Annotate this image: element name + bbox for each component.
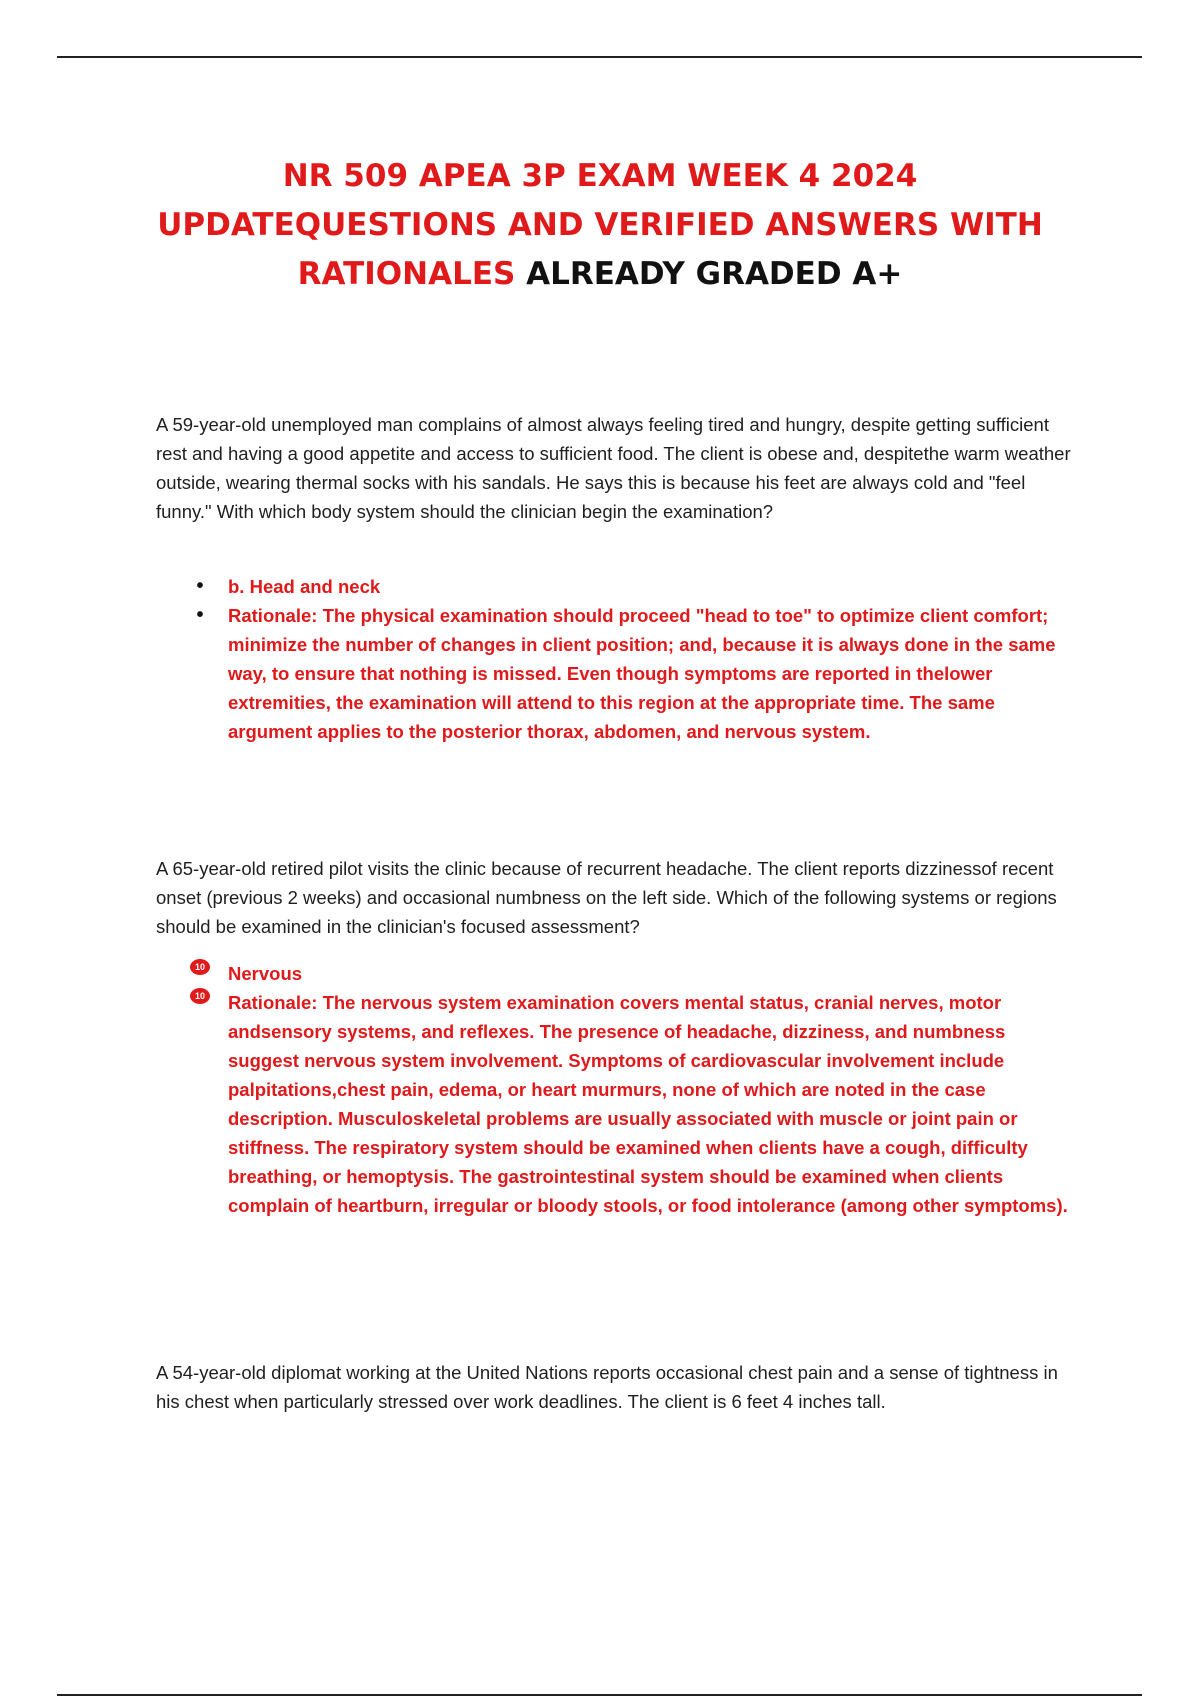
- bullet-dot-icon: •: [196, 604, 204, 626]
- rationale-text: Rationale: The nervous system examination covers mental status, cranial nerves, motor andsensory systems, and reflexes. The presence of headache, dizziness, and numbness suggest nervous system involvement. Symptoms of cardiovascular involvement include palpitations,chest pain, edema, or heart murmurs, none of which are noted in the case description. Musculoskeletal problems are usually associated with muscle or joint pain or stiffness. The respiratory system should be examined when clients have a cough, difficulty breathing, or hemoptysis. The gastrointestinal system should be examined when clients complain of heartburn, irregular or bloody stools, or food intolerance (among other symptoms).: [228, 992, 1068, 1216]
- question-2-text: A 65-year-old retired pilot visits the clinic because of recurrent headache. The client reports dizzinessof recent onset (previous 2 weeks) and occasional numbness on the left side. Which of the following systems or regions should be examined in the clinician's focused assessment?: [156, 858, 1057, 937]
- question-2-answer: [190, 959, 1070, 988]
- answer-text: b. Head and neck: [228, 576, 381, 597]
- title-red-part: NR 509 APEA 3P EXAM WEEK 4 2024 UPDATEQUESTIONS AND VERIFIED ANSWERS WITH RATIONALES: [157, 158, 1043, 292]
- question-3-text: A 54-year-old diplomat working at the United Nations reports occasional chest pain and a sense of tightness in his chest when particularly stressed over work deadlines. The client is 6 feet 4 inches tall.: [156, 1362, 1058, 1412]
- question-1-answer: [190, 572, 1070, 601]
- question-2-answers: [190, 959, 1070, 1220]
- document-title: [150, 152, 1050, 299]
- answer-text: Nervous: [228, 963, 303, 984]
- question-2-rationale: [190, 988, 1070, 1220]
- question-1-text: A 59-year-old unemployed man complains of almost always feeling tired and hungry, despite getting sufficient rest and having a good appetite and access to sufficient food. The client is obese and, despitethe warm weather outside, wearing thermal socks with his sandals. He says this is because his feet are always cold and "feel funny." With which body system should the clinician begin the examination?: [156, 414, 1071, 522]
- numbered-bullet-icon: 10: [190, 959, 210, 975]
- question-1-answers: [190, 572, 1070, 746]
- numbered-bullet-icon: 10: [190, 988, 210, 1004]
- bottom-rule: [57, 1694, 1142, 1696]
- top-rule: [57, 56, 1142, 58]
- rationale-text: Rationale: The physical examination should proceed "head to toe" to optimize client comfort; minimize the number of changes in client position; and, because it is always done in the same way, to ensure that nothing is missed. Even though symptoms are reported in thelower extremities, the examination will attend to this region at the appropriate time. The same argument applies to the posterior thorax, abdomen, and nervous system.: [228, 605, 1056, 742]
- bullet-dot-icon: •: [196, 575, 204, 597]
- question-1-rationale: [190, 601, 1070, 746]
- title-black-part: ALREADY GRADED A+: [526, 256, 903, 292]
